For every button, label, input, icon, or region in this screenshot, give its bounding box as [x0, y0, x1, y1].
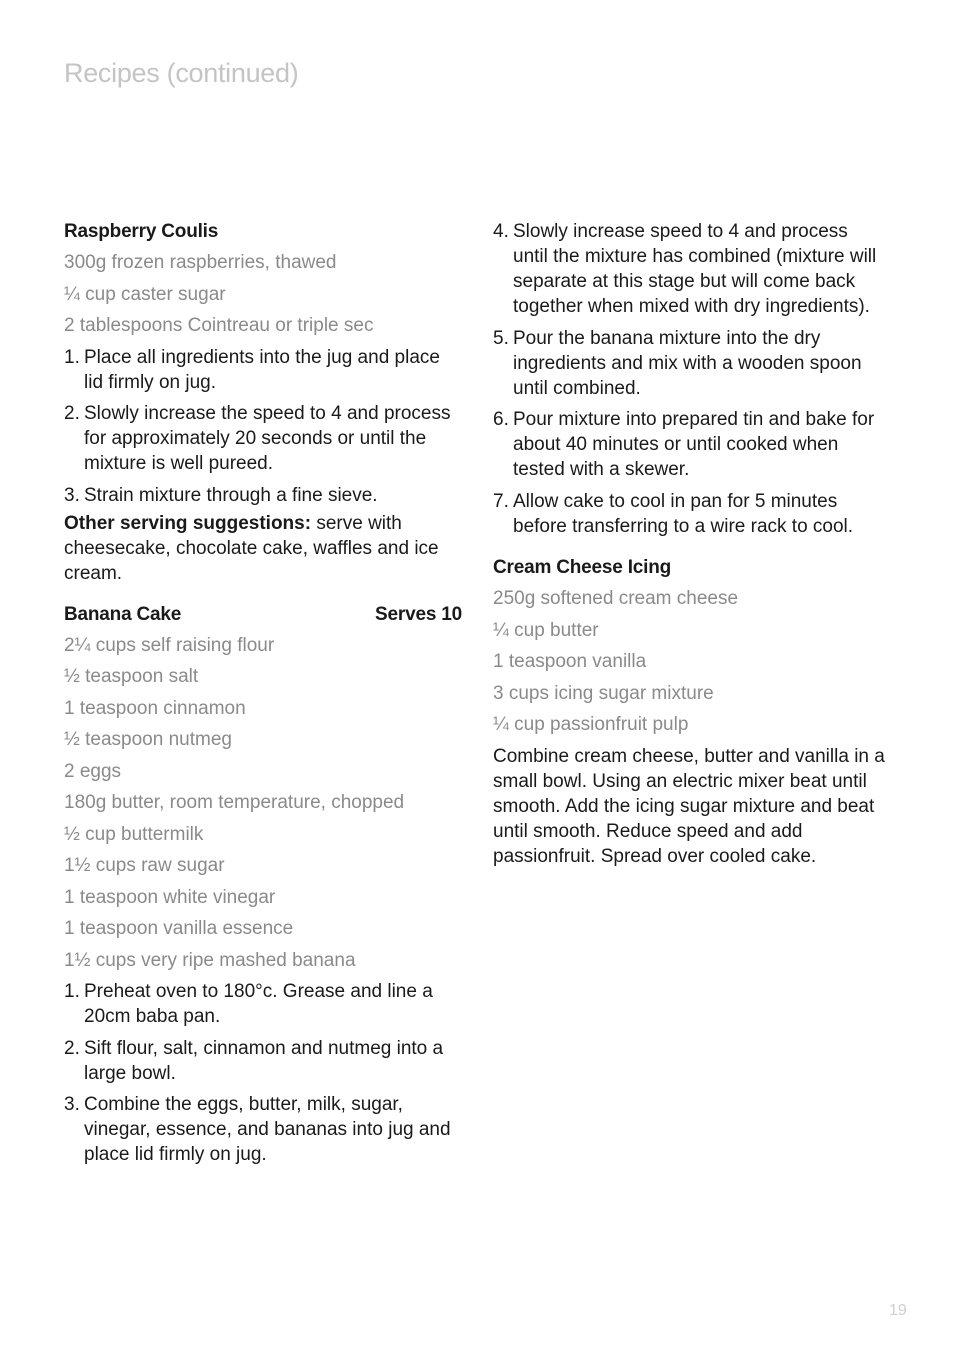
method-step	[493, 489, 885, 539]
method-step	[64, 483, 462, 508]
ingredient: 300g frozen raspberries, thawed	[64, 252, 337, 273]
step-number: 3.	[64, 1094, 80, 1115]
serving-suggestions-label: Other serving suggestions:	[64, 512, 312, 534]
step-number: 1.	[64, 346, 80, 368]
page-number: 19	[889, 1302, 907, 1319]
ingredient: 250g softened cream cheese	[493, 588, 739, 609]
step-text: Combine the eggs, butter, milk, sugar, vinegar, essence, and bananas into jug and place lid firmly on jug.	[84, 1094, 451, 1165]
banana-cake-heading	[64, 602, 462, 627]
cream-cheese-icing-heading	[493, 555, 885, 580]
recipe-title: Cream Cheese Icing	[493, 557, 672, 578]
ingredient: ¼ cup butter	[493, 619, 599, 641]
ingredient: ½ cup buttermilk	[64, 823, 204, 845]
recipe-title: Raspberry Coulis	[64, 221, 219, 242]
raspberry-coulis-heading	[64, 219, 462, 244]
ingredient: 3 cups icing sugar mixture	[493, 682, 714, 704]
left-column	[64, 219, 462, 1174]
step-number: 1.	[64, 981, 80, 1002]
ingredient: 1 teaspoon vanilla essence	[64, 918, 294, 939]
ingredient: 2 eggs	[64, 760, 122, 782]
banana-cake-steps-part-1	[64, 979, 462, 1167]
method-step	[64, 1036, 462, 1086]
ingredient: 1 teaspoon cinnamon	[64, 697, 246, 719]
step-number: 6.	[493, 409, 509, 430]
ingredient: 180g butter, room temperature, chopped	[64, 792, 405, 813]
method-step	[493, 326, 885, 401]
right-column	[493, 219, 885, 869]
step-text: Slowly increase speed to 4 and process until the mixture has combined (mixture will separate at this stage but will come back together when mixed with dry ingredients).	[513, 221, 877, 317]
banana-cake-steps-part-2	[493, 219, 885, 539]
serves-label: Serves 10	[375, 603, 462, 625]
ingredient: 1½ cups raw sugar	[64, 855, 225, 876]
step-text: Place all ingredients into the jug and place lid firmly on jug.	[84, 346, 440, 393]
ingredient: 1 teaspoon vanilla	[493, 651, 647, 672]
step-text: Strain mixture through a fine sieve.	[84, 484, 378, 506]
serving-suggestions	[64, 511, 462, 586]
step-text: Pour mixture into prepared tin and bake for about 40 minutes or until cooked when tested with a skewer.	[513, 409, 875, 480]
method-step	[493, 219, 885, 319]
ingredient: ¼ cup caster sugar	[64, 283, 226, 305]
step-number: 3.	[64, 484, 80, 506]
page-title: Recipes (continued)	[64, 58, 299, 88]
ingredient: ¼ cup passionfruit pulp	[493, 714, 689, 735]
step-number: 7.	[493, 490, 509, 512]
step-number: 2.	[64, 403, 80, 424]
ingredient: ½ teaspoon nutmeg	[64, 729, 232, 750]
method-step	[64, 345, 462, 395]
raspberry-coulis-steps	[64, 345, 462, 508]
serving-suggestions-text: serve with cheesecake, chocolate cake, waffles and ice cream.	[64, 512, 439, 584]
ingredient: 2¼ cups self raising flour	[64, 634, 275, 656]
step-text: Slowly increase the speed to 4 and process for approximately 20 seconds or until the mixture is well pureed.	[84, 403, 451, 474]
step-text: Sift flour, salt, cinnamon and nutmeg into a large bowl.	[84, 1037, 444, 1084]
ingredient: 1½ cups very ripe mashed banana	[64, 949, 356, 971]
icing-method: Combine cream cheese, butter and vanilla in a small bowl. Using an electric mixer beat until smooth. Add the icing sugar mixture and beat until smooth. Reduce speed and add passionfruit. Spread over cooled cake.	[493, 745, 885, 867]
step-number: 4.	[493, 221, 509, 242]
method-step	[64, 1092, 462, 1167]
step-number: 5.	[493, 327, 509, 349]
ingredient: ½ teaspoon salt	[64, 666, 199, 687]
step-number: 2.	[64, 1037, 80, 1059]
ingredient: 2 tablespoons Cointreau or triple sec	[64, 315, 374, 336]
ingredient: 1 teaspoon white vinegar	[64, 886, 276, 908]
step-text: Allow cake to cool in pan for 5 minutes before transferring to a wire rack to cool.	[513, 490, 854, 537]
step-text: Preheat oven to 180°c. Grease and line a 20cm baba pan.	[84, 981, 433, 1027]
step-text: Pour the banana mixture into the dry ingredients and mix with a wooden spoon until combined.	[513, 327, 862, 399]
method-step	[64, 979, 462, 1029]
method-step	[493, 407, 885, 482]
method-step	[64, 401, 462, 476]
recipe-title: Banana Cake	[64, 603, 182, 625]
